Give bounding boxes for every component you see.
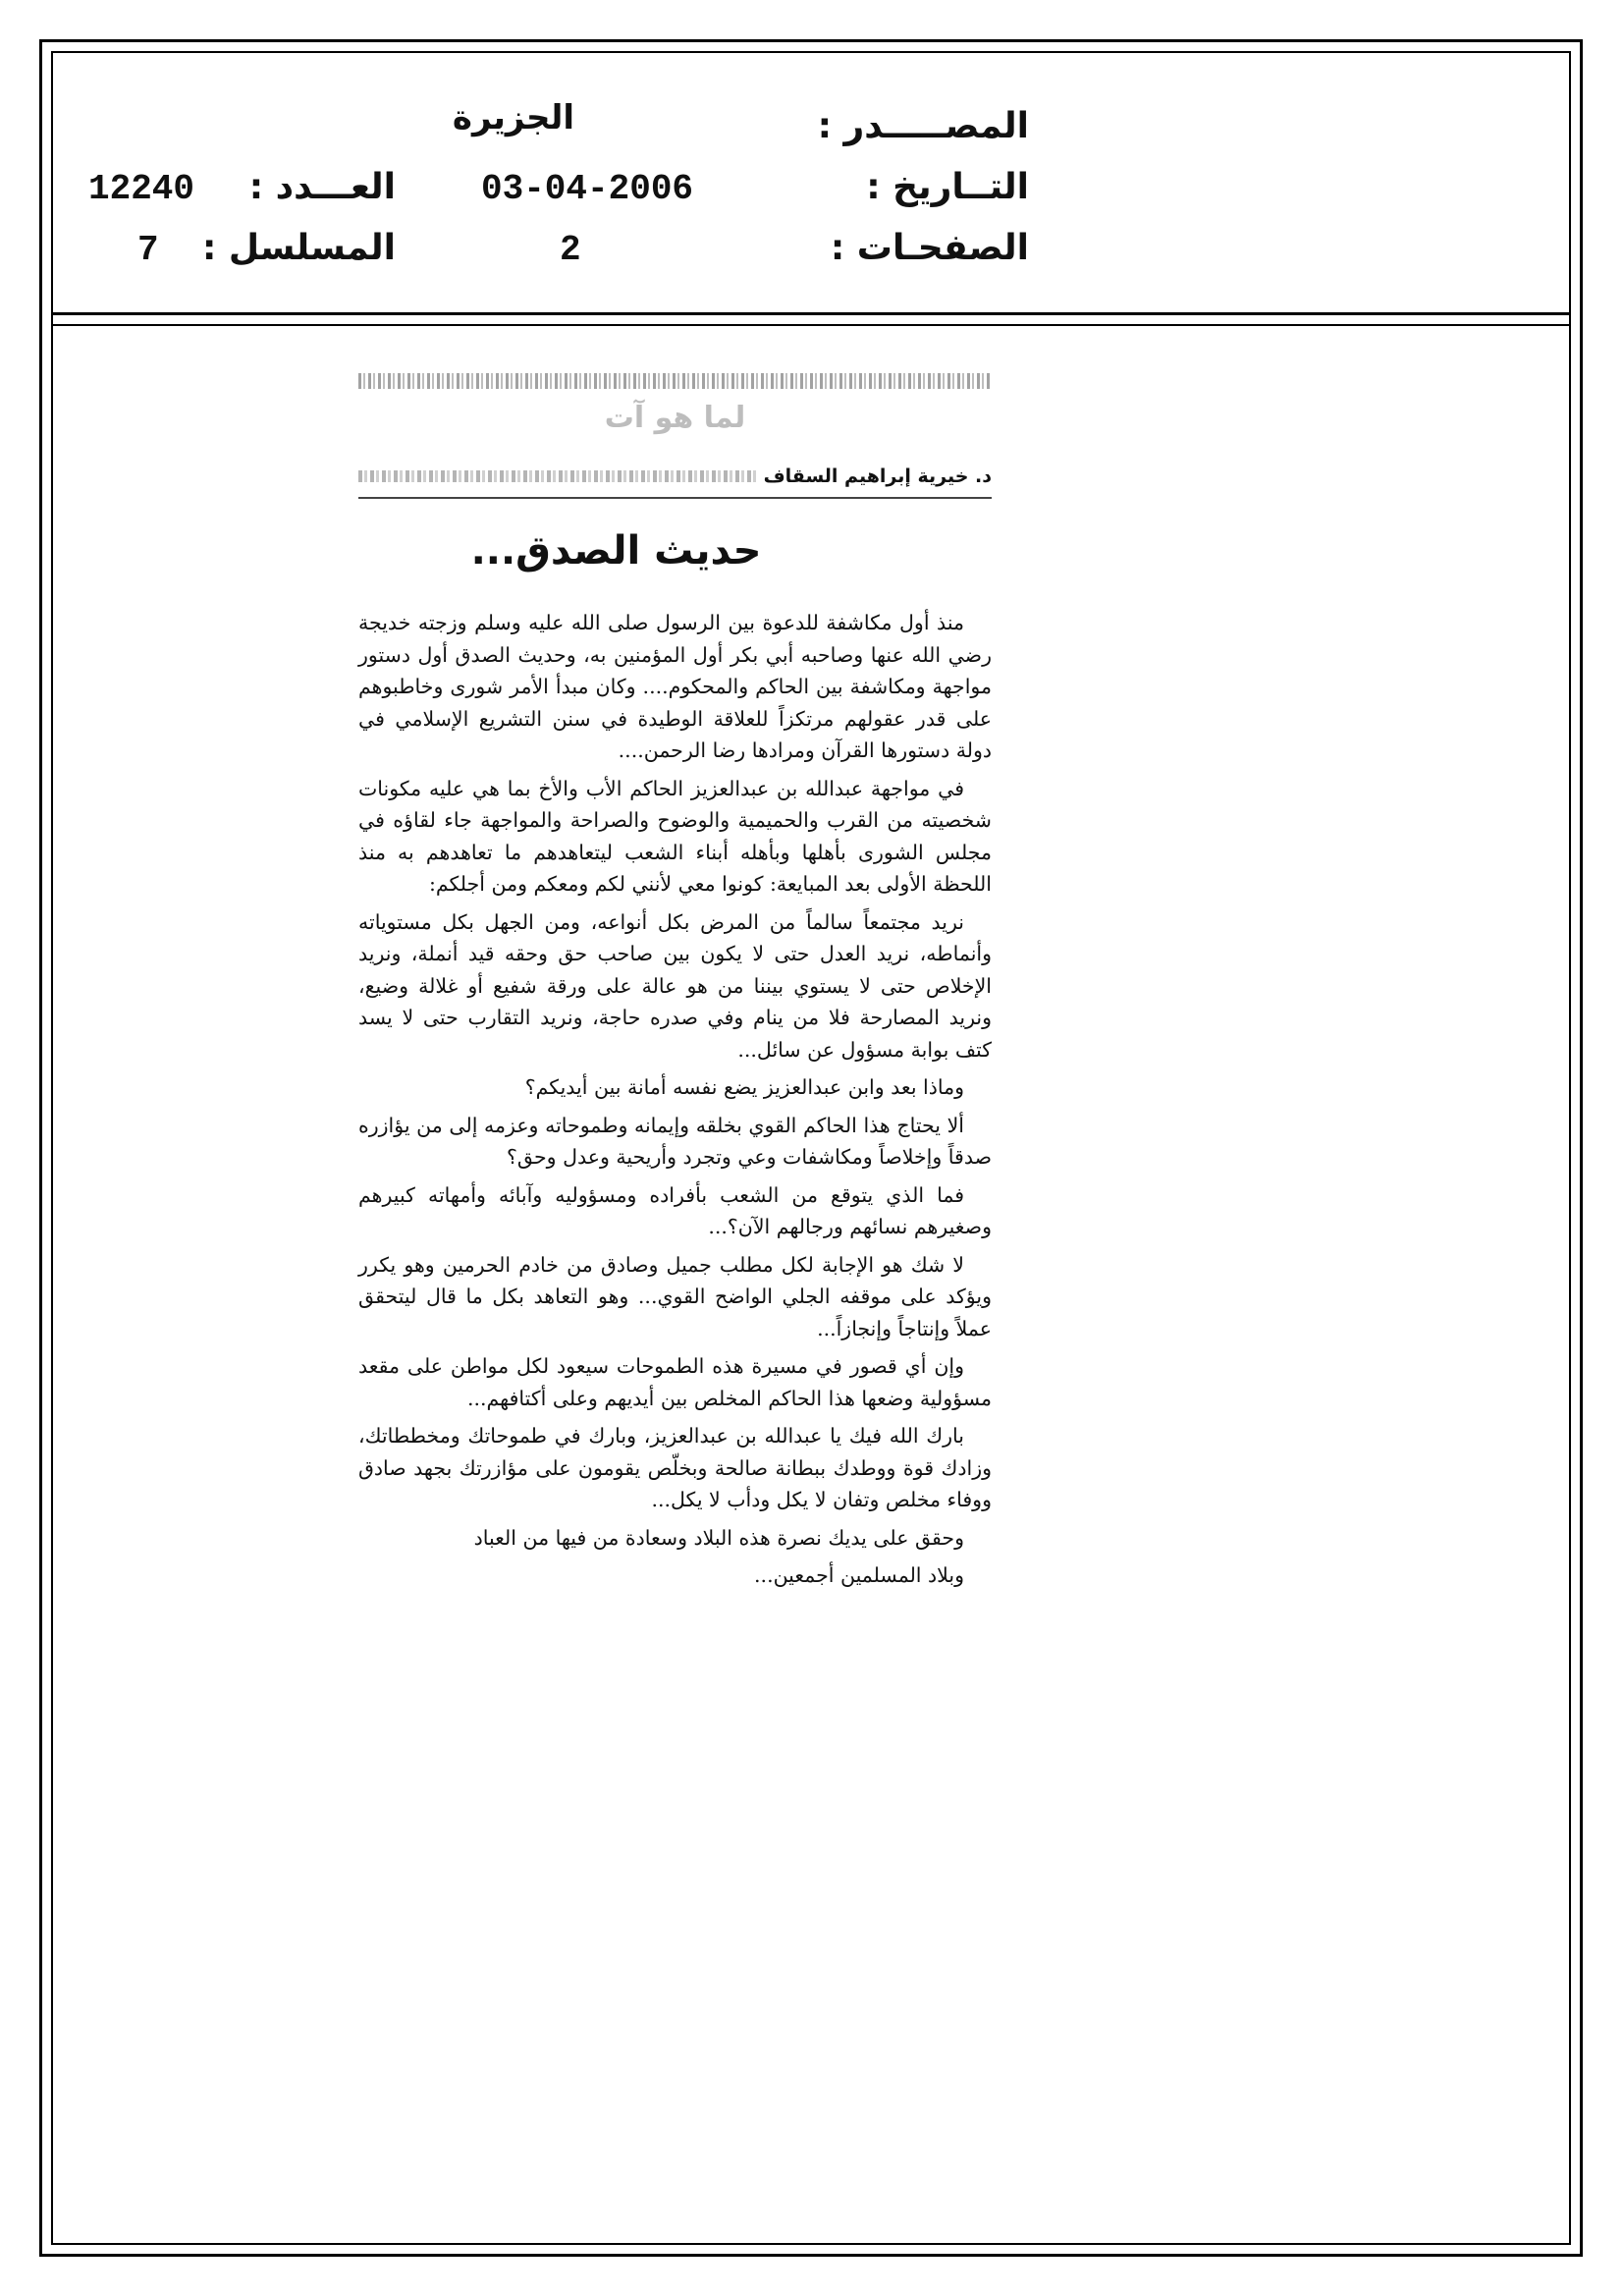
article-column [358, 373, 992, 1598]
scan-noise-strip [358, 373, 992, 389]
issue-label: العـــدد : [248, 167, 396, 207]
article-paragraph: لا شك هو الإجابة لكل مطلب جميل وصادق من خادم الحرمين وهو يكرر ويؤكد على موقفه الجلي الواضح القوي... وهو التعاهد بكل ما قال ليتحقق عملاً وإنتاجاً وإنجازاً... [358, 1252, 992, 1340]
source-value: الجزيرة [452, 98, 574, 137]
date-value: 03-04-2006 [481, 169, 694, 209]
article-paragraph: منذ أول مكاشفة للدعوة بين الرسول صلى الله عليه وسلم وزجته خديجة رضي الله عنها وصاحبه أبي بكر أول المؤمنين به، وحديث الصدق أول دستور مواجهة ومكاشفة بين الحاكم والمحكوم.... وكان مبدأ الأمر شورى وخاطبوهم على قدر عقولهم مرتكزاً للعلاقة الوطيدة في سنن التشريع الإسلامي في دولة دستورها القرآن ومرادها رضا الرحمن.... [358, 611, 992, 762]
article-paragraph: وبلاد المسلمين أجمعين... [754, 1563, 964, 1587]
issue-value: 12240 [88, 169, 195, 209]
article-paragraph: وحقق على يديك نصرة هذه البلاد وسعادة من فيها من العباد [473, 1525, 964, 1550]
article-paragraph: في مواجهة عبدالله بن عبدالعزيز الحاكم الأب والأخ بما هي عليه مكونات شخصيته من القرب والحميمية والوضوح والصراحة والمواجهة جاء لقاؤه في مجلس الشورى بأهلها وبأهله أبناء الشعب ليتعاهدهم ما تعاهدهم به منذ اللحظة الأولى بعد المبايعة: كونوا معي لأنني لكم ومعكم ومن أجلكم: [358, 776, 992, 896]
article-paragraph: نريد مجتمعاً سالماً من المرض بكل أنواعه، ومن الجهل بكل مستوياته وأنماطه، نريد العدل حتى لا يكون بين صاحب حق وحقه قيد أنملة، ونريد الإخلاص حتى لا يستوي بيننا من هو عالة على ورقة شفيع أو غلالة وضيع، ونريد المصارحة فلا من ينام وفي صدره حاجة، ونريد التقارب حتى لا يسد كتف بوابة مسؤول عن سائل... [358, 909, 992, 1062]
article-title: حديث الصدق... [470, 528, 762, 574]
pages-value: 2 [560, 230, 581, 270]
pages-label: الصفحـات : [830, 228, 1029, 268]
serial-label: المسلسل : [201, 228, 396, 268]
date-label: التــاريخ : [866, 167, 1029, 207]
byline-rule [358, 470, 756, 482]
article-paragraph: وماذا بعد وابن عبدالعزيز يضع نفسه أمانة بين أيديكم؟ [524, 1075, 964, 1099]
article-paragraph: وإن أي قصور في مسيرة هذه الطموحات سيعود لكل مواطن على مقعد مسؤولية وضعها هذا الحاكم المخلص بين أيديهم وعلى أكتافهم... [358, 1354, 992, 1410]
author-byline: د. خيرية إبراهيم السقاف [763, 465, 992, 487]
article-paragraph: فما الذي يتوقع من الشعب بأفراده ومسؤوليه وآبائه وأمهاته كبيرهم وصغيرهم نسائهم ورجالهم الآن؟... [358, 1182, 992, 1238]
source-label: المصـــــدر : [817, 106, 1029, 146]
byline-underline [358, 497, 992, 499]
header-divider-secondary [51, 324, 1571, 326]
column-logo: لما هو آت [604, 401, 746, 435]
serial-value: 7 [137, 230, 159, 270]
article-paragraph: بارك الله فيك يا عبدالله بن عبدالعزيز، وبارك في طموحاتك ومخططاتك، وزادك قوة ووطدك ببطانة صالحة وبخلّص يقومون على مؤازرتك بجهد صادق ووفاء مخلص وتفان لا يكل ودأب لا يكل... [358, 1424, 992, 1511]
article-paragraph: ألا يحتاج هذا الحاكم القوي بخلقه وإيمانه وطموحاته وعزمه إلى من يؤازره صدقاً وإخلاصاً ومكاشفات وعي وتجرد وأريحية وعدل وحق؟ [358, 1113, 992, 1169]
byline-row [358, 462, 992, 491]
header-divider [51, 312, 1571, 315]
